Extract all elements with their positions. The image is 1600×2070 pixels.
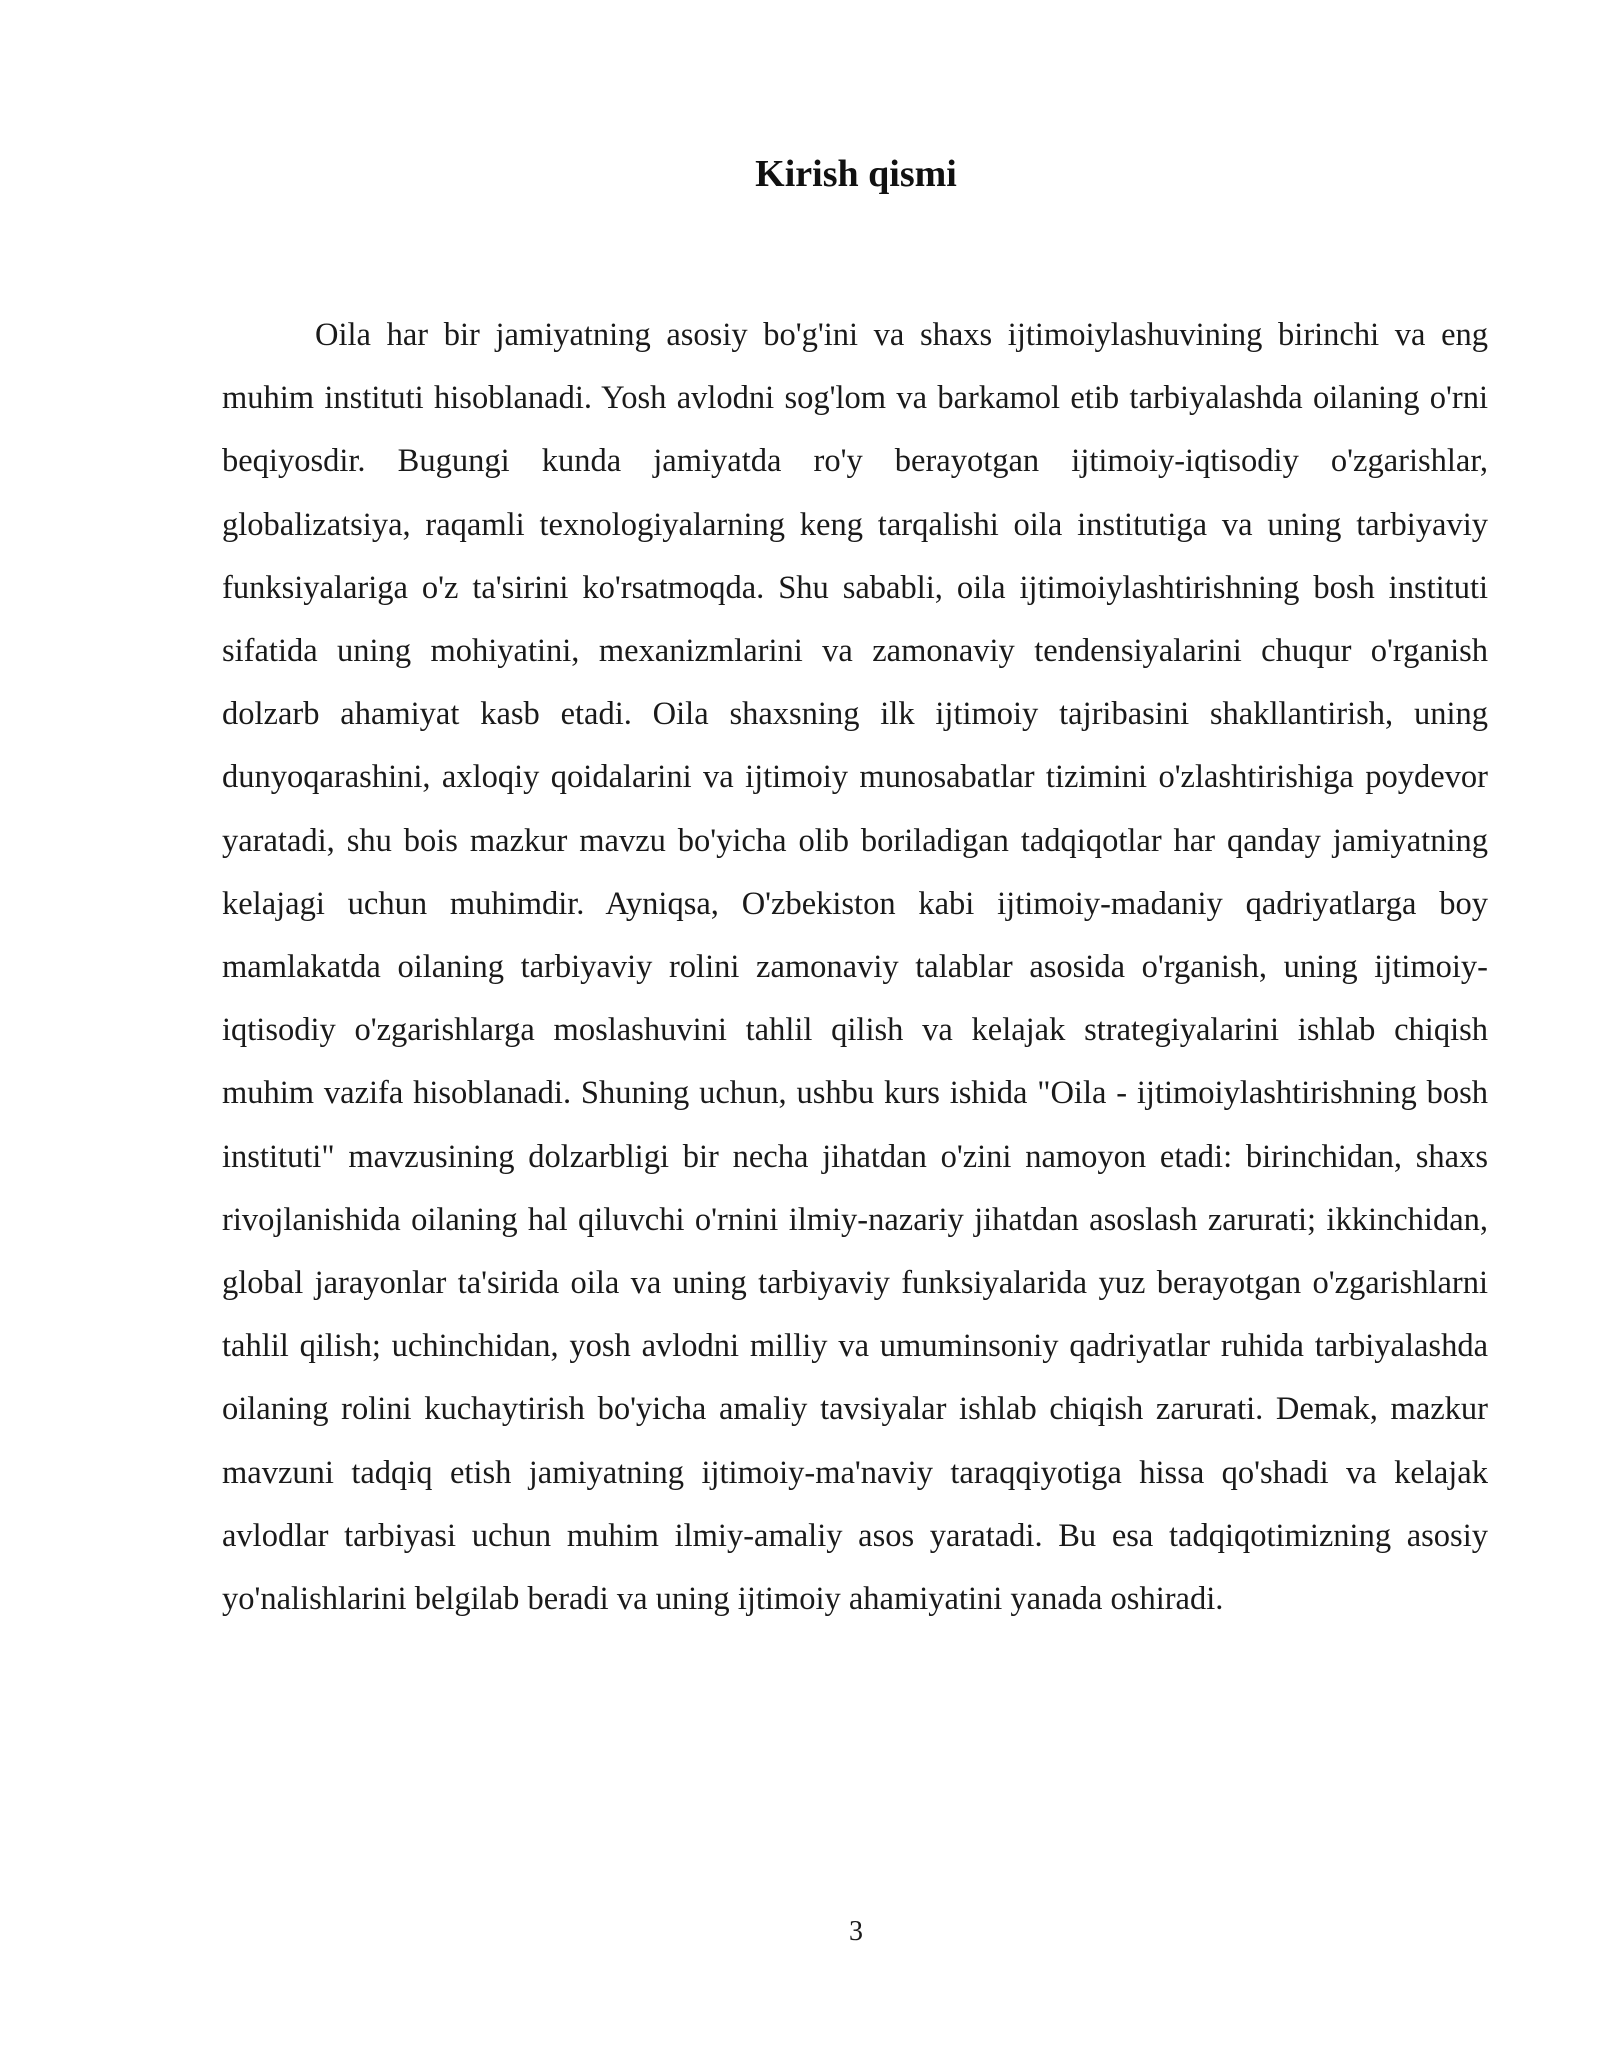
page-number: 3	[849, 1916, 863, 1947]
section-title: Kirish qismi	[755, 153, 957, 195]
body-paragraph: Oila har bir jamiyatning asosiy bo'g'ini va shaxs ijtimoiylashuvining birinchi va eng muhim instituti hisoblanadi. Yosh avlodni sog'lom va barkamol etib tarbiyalashda oilaning o'rni beqiyosdir. Bugungi kunda jamiyatda ro'y berayotgan ijtimoiy-iqtisodiy o'zgarishlar, globalizatsiya, raqamli texnologiyalarning keng tarqalishi oila institutiga va uning tarbiyaviy funksiyalariga o'z ta'sirini ko'rsatmoqda. Shu sababli, oila ijtimoiylashtirishning bosh instituti sifatida uning mohiyatini, mexanizmlarini va zamonaviy tendensiyalarini chuqur o'rganish dolzarb ahamiyat kasb etadi. Oila shaxsning ilk ijtimoiy tajribasini shakllantirish, uning dunyoqarashini, axloqiy qoidalarini va ijtimoiy munosabatlar tizimini o'zlashtirishiga poydevor yaratadi, shu bois mazkur mavzu bo'yicha olib boriladigan tadqiqotlar har qanday jamiyatning kelajagi uchun muhimdir. Ayniqsa, O'zbekiston kabi ijtimoiy-madaniy qadriyatlarga boy mamlakatda oilaning tarbiyaviy rolini zamonaviy talablar asosida o'rganish, uning ijtimoiy-iqtisodiy o'zgarishlarga moslashuvini tahlil qilish va kelajak strategiyalarini ishlab chiqish muhim vazifa hisoblanadi. Shuning uchun, ushbu kurs ishida "Oila - ijtimoiylashtirishning bosh instituti" mavzusining dolzarbligi bir necha jihatdan o'zini namoyon etadi: birinchidan, shaxs rivojlanishida oilaning hal qiluvchi o'rnini ilmiy-nazariy jihatdan asoslash zarurati; ikkinchidan, global jarayonlar ta'sirida oila va uning tarbiyaviy funksiyalarida yuz berayotgan o'zgarishlarni tahlil qilish; uchinchidan, yosh avlodni milliy va umuminsoniy qadriyatlar ruhida tarbiyalashda oilaning rolini kuchaytirish bo'yicha amaliy tavsiyalar ishlab chiqish zarurati. Demak, mazkur mavzuni tadqiq etish jamiyatning ijtimoiy-ma'naviy taraqqiyotiga hissa qo'shadi va kelajak avlodlar tarbiyasi uchun muhim ilmiy-amaliy asos yaratadi. Bu esa tadqiqotimizning asosiy yo'nalishlarini belgilab beradi va uning ijtimoiy ahamiyatini yanada oshiradi.	[222, 317, 1488, 1618]
